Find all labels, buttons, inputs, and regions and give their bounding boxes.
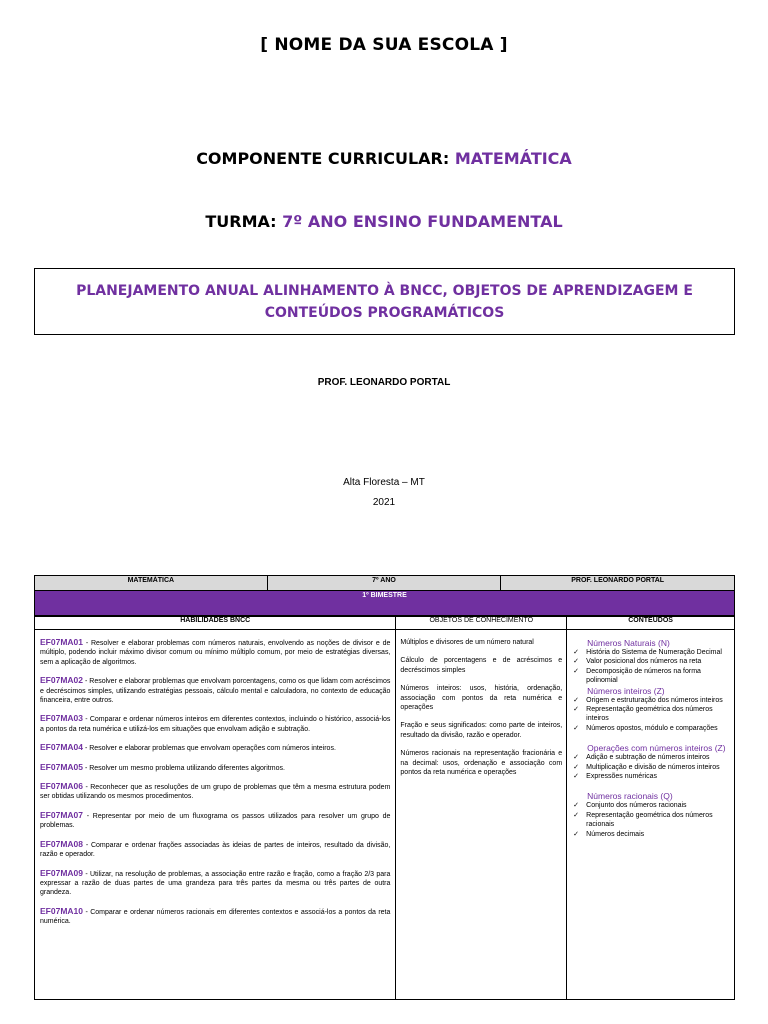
checkmark-icon: ✓ <box>573 830 580 838</box>
column-objetos: OBJETOS DE CONHECIMENTO <box>396 616 567 630</box>
checkmark-icon: ✓ <box>573 802 580 810</box>
list-item <box>570 772 731 781</box>
habilidade-item <box>40 714 390 734</box>
checkmark-icon: ✓ <box>573 773 580 781</box>
habilidade-text: - Comparar e ordenar números racionais em diferentes contextos e associá-los a pontos da reta numérica. <box>40 908 391 926</box>
objeto-item: Fração e seus significados: como parte de inteiros, resultado da divisão, razão e operador. <box>400 722 563 739</box>
professor-name: PROF. LEONARDO PORTAL <box>317 377 451 388</box>
class-value: 7º ANO ENSINO FUNDAMENTAL <box>282 212 563 231</box>
list-item <box>570 801 731 810</box>
list-item-text: Números opostos, módulo e comparações <box>586 724 718 732</box>
habilidade-item <box>40 743 390 753</box>
list-item-text: Valor posicional dos números na reta <box>586 658 702 666</box>
habilidade-item <box>40 840 390 860</box>
list-item-text: Representação geométrica dos números racionais <box>586 811 713 829</box>
habilidade-text: - Utilizar, na resolução de problemas, a associação entre razão e fração, como a fração 2/3 para expressar a razão de duas partes de uma grandeza para três partes da mesma ou três partes de outra grandeza. <box>40 870 391 897</box>
checkmark-icon: ✓ <box>573 754 580 762</box>
habilidade-code: EF07MA01 <box>40 637 83 647</box>
header-teacher: PROF. LEONARDO PORTAL <box>501 576 735 591</box>
checkmark-icon: ✓ <box>573 724 580 732</box>
list-racionais <box>570 801 731 839</box>
habilidade-code: EF07MA05 <box>40 761 83 772</box>
habilidade-text: - Resolver e elaborar problemas que envolvam operações com números inteiros. <box>83 745 336 753</box>
habilidade-text: - Resolver um mesmo problema utilizando diferentes algoritmos. <box>83 764 285 772</box>
list-item <box>570 657 731 666</box>
habilidade-text: - Comparar e ordenar frações associadas às ideias de partes de inteiros, resultado da divisão, razão e operador. <box>40 841 391 859</box>
list-item <box>570 648 731 657</box>
habilidade-item <box>40 907 390 927</box>
habilidade-text: - Resolver e elaborar problemas com números naturais, envolvendo as noções de divisor e de múltiplo, podendo incluir máximo divisor comum ou mínimo múltiplo comum, por meio de estratégias diversas, sem a aplicação de algoritmos. <box>40 640 391 666</box>
list-operacoes <box>570 753 731 781</box>
habilidade-item <box>40 638 390 667</box>
group-title-operacoes: Operações com números inteiros (Z) <box>587 743 726 754</box>
habilidade-item <box>40 869 390 898</box>
bimester-title: 1º BIMESTRE <box>35 591 735 617</box>
list-item <box>570 724 731 733</box>
list-item-text: Conjunto dos números racionais <box>586 802 687 810</box>
list-item <box>570 753 731 762</box>
list-item-text: Representação geométrica dos números inteiros <box>586 706 713 723</box>
list-item <box>570 705 731 724</box>
habilidade-text: - Representar por meio de um fluxograma os passos utilizados para resolver um grupo de problemas. <box>40 812 391 830</box>
curricular-component-value: MATEMÁTICA <box>454 149 572 168</box>
header-subject: MATEMÁTICA <box>35 576 268 591</box>
checkmark-icon: ✓ <box>573 706 580 714</box>
habilidade-code: EF07MA03 <box>40 713 83 724</box>
habilidade-code: EF07MA04 <box>40 742 83 753</box>
checkmark-icon: ✓ <box>573 763 580 771</box>
checkmark-icon: ✓ <box>573 811 580 819</box>
habilidade-code: EF07MA02 <box>40 675 83 686</box>
list-item <box>570 667 731 686</box>
habilidades-cell <box>35 630 396 1000</box>
group-title-inteiros: Números inteiros (Z) <box>587 685 665 696</box>
list-inteiros <box>570 696 731 734</box>
habilidade-code: EF07MA09 <box>40 867 83 878</box>
habilidade-code: EF07MA10 <box>40 905 83 916</box>
class-line <box>0 212 768 231</box>
curricular-component <box>0 149 768 168</box>
objeto-item: Números inteiros: usos, história, ordenação, associação com pontos da reta numérica e operações <box>400 685 563 712</box>
checkmark-icon: ✓ <box>573 667 580 675</box>
table-header-row <box>35 576 735 591</box>
curricular-component-label: COMPONENTE CURRICULAR: <box>196 149 450 168</box>
list-item-text: Expressões numéricas <box>586 773 657 781</box>
objeto-item: Cálculo de porcentagens e de acréscimos e decréscimos simples <box>400 657 563 674</box>
list-item <box>570 763 731 772</box>
list-item <box>570 696 731 705</box>
plan-title-line-2: CONTEÚDOS PROGRAMÁTICOS <box>264 304 505 321</box>
list-item-text: Origem e estruturação dos números inteiros <box>586 696 723 704</box>
habilidade-text: - Comparar e ordenar números inteiros em diferentes contextos, incluindo o histórico, associá-los a pontos da reta numérica e utilizá-los em situações que envolvam adição e subtração. <box>40 716 391 733</box>
list-item <box>570 811 731 830</box>
curriculum-body-table <box>34 615 735 1000</box>
plan-title-box <box>34 268 735 335</box>
list-item-text: Números decimais <box>586 830 645 838</box>
habilidade-item <box>40 811 390 831</box>
content-row <box>35 630 735 1000</box>
list-item <box>570 830 731 839</box>
bimester-row <box>35 591 735 617</box>
habilidade-text: - Resolver e elaborar problemas que envolvam porcentagens, como os que lidam com acréscimos e decréscimos simples, utilizando estratégias pessoais, cálculo mental e calculadora, no contexto de educação financeira, entre outros. <box>40 678 391 705</box>
checkmark-icon: ✓ <box>573 649 580 656</box>
year: 2021 <box>372 497 396 508</box>
list-item-text: Multiplicação e divisão de números inteiros <box>586 763 720 771</box>
conteudos-cell <box>567 630 735 1000</box>
column-conteudos: CONTEÚDOS <box>567 616 735 630</box>
objeto-item: Múltiplos e divisores de um número natural <box>400 639 534 646</box>
plan-title-line-1: PLANEJAMENTO ANUAL ALINHAMENTO À BNCC, OBJETOS DE APRENDIZAGEM E <box>76 282 693 299</box>
habilidade-text: - Reconhecer que as resoluções de um grupo de problemas que têm a mesma estrutura podem ser obtidas utilizando os mesmos procedimentos. <box>40 784 391 801</box>
habilidade-code: EF07MA06 <box>40 781 83 792</box>
list-item-text: Adição e subtração de números inteiros <box>586 754 710 762</box>
habilidade-item <box>40 676 390 705</box>
checkmark-icon: ✓ <box>573 658 580 666</box>
habilidade-item <box>40 763 390 773</box>
checkmark-icon: ✓ <box>573 696 580 704</box>
habilidade-code: EF07MA07 <box>40 809 83 820</box>
list-item-text: Decomposição de números na forma polinomial <box>586 667 701 685</box>
curriculum-table <box>34 575 735 617</box>
school-name: [ NOME DA SUA ESCOLA ] <box>260 35 508 55</box>
habilidade-item <box>40 782 390 802</box>
city: Alta Floresta – MT <box>343 477 425 488</box>
list-naturais <box>570 648 731 686</box>
group-title-naturais: Números Naturais (N) <box>587 638 670 648</box>
header-grade: 7º ANO <box>267 576 501 591</box>
group-title-racionais: Números racionais (Q) <box>587 791 673 802</box>
class-label: TURMA: <box>205 212 277 231</box>
list-item-text: História do Sistema de Numeração Decimal <box>586 649 722 656</box>
column-habilidades: HABILIDADES BNCC <box>35 616 396 630</box>
column-header-row <box>35 616 735 630</box>
plan-title <box>62 280 707 324</box>
habilidade-code: EF07MA08 <box>40 838 83 849</box>
objetos-cell <box>396 630 567 1000</box>
objeto-item: Números racionais na representação fracionária e na decimal: usos, ordenação e associação com pontos da reta numérica e operações <box>400 750 563 777</box>
